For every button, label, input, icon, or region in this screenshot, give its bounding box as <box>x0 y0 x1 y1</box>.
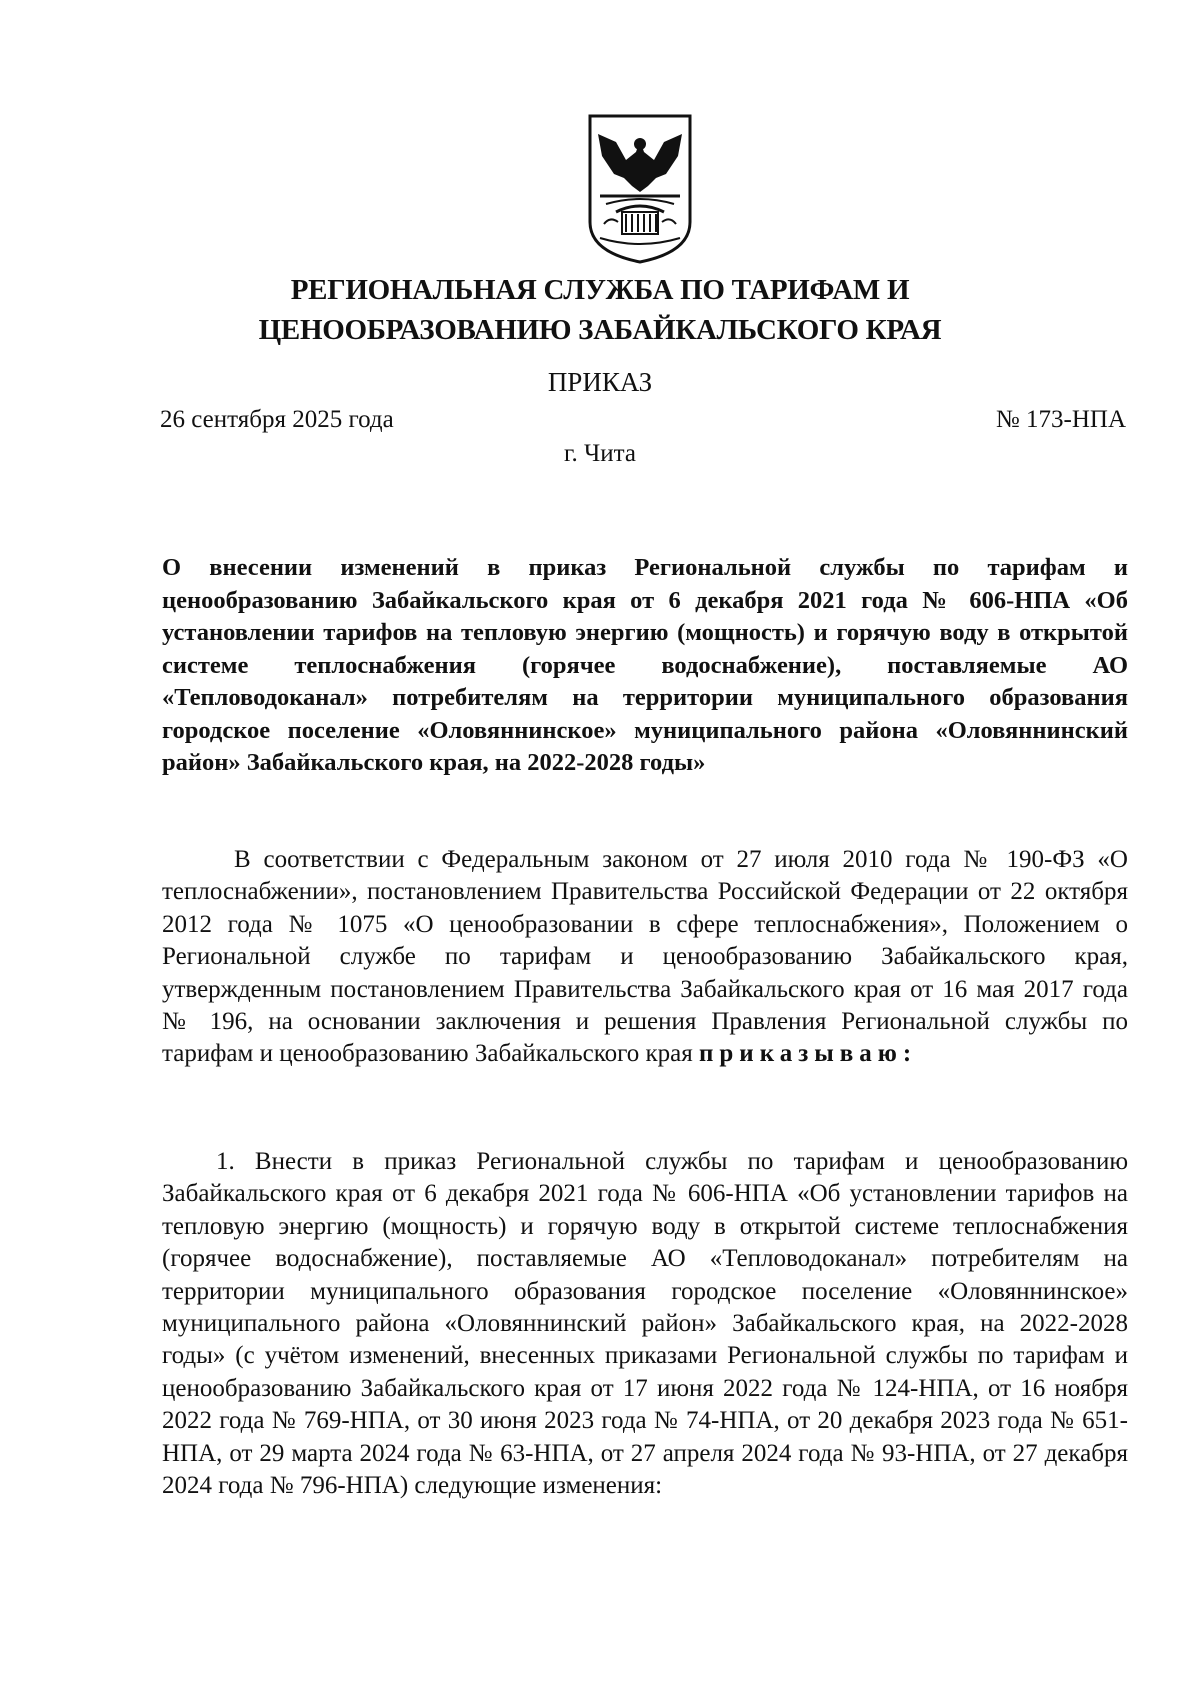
document-type: ПРИКАЗ <box>547 367 653 397</box>
organization-title <box>160 270 1040 350</box>
coat-of-arms-icon <box>586 112 694 264</box>
document-date: 26 сентября 2025 года <box>160 406 394 433</box>
organization-title-line-1: РЕГИОНАЛЬНАЯ СЛУЖБА ПО ТАРИФАМ И <box>290 274 910 306</box>
document-subject: О внесении изменений в приказ Региональной службы по тарифам и ценообразованию Забайкальского края от 6 декабря 2021 года № 606-НПА «Об установлении тарифов на тепловую энергию (мощность) и горячую воду в открытой системе теплоснабжения (горячее водоснабжение), поставляемые АО «Тепловодоканал» потребителям на территории муниципального образования городское поселение «Оловяннинское» муниципального района «Оловяннинский район» Забайкальского края, на 2022-2028 годы» <box>162 554 1128 776</box>
organization-title-line-2: ЦЕНООБРАЗОВАНИЮ ЗАБАЙКАЛЬСКОГО КРАЯ <box>258 314 942 346</box>
preamble-paragraph <box>162 844 1128 1071</box>
document-city: г. Чита <box>564 440 636 467</box>
preamble-text: В соответствии с Федеральным законом от 27 июля 2010 года № 190-ФЗ «О теплоснабжении», постановлением Правительства Российской Федерации от 22 октября 2012 года № 1075 «О ценообразовании в сфере теплоснабжения», Положением о Региональной службе по тарифам и ценообразованию Забайкальского края, утвержденным постановлением Правительства Забайкальского края от 16 мая 2017 года № 196, на основании заключения и решения Правления Региональной службы по тарифам и ценообразованию Забайкальского края <box>162 846 1128 1068</box>
preamble-emphasis: приказываю: <box>698 1040 918 1068</box>
document-number: № 173-НПА <box>995 406 1126 433</box>
item-1-paragraph: 1. Внести в приказ Региональной службы по тарифам и ценообразованию Забайкальского края от 6 декабря 2021 года № 606-НПА «Об установлении тарифов на тепловую энергию (мощность) и горячую воду в открытой системе теплоснабжения (горячее водоснабжение), поставляемые АО «Тепловодоканал» потребителям на территории муниципального образования городское поселение «Оловяннинское» муниципального района «Оловяннинский район» Забайкальского края, на 2022-2028 годы» (с учётом изменений, внесенных приказами Региональной службы по тарифам и ценообразованию Забайкальского края от 17 июня 2022 года № 124-НПА, от 16 ноября 2022 года № 769-НПА, от 30 июня 2023 года № 74-НПА, от 20 декабря 2023 года № 651-НПА, от 29 марта 2024 года № 63-НПА, от 27 апреля 2024 года № 93-НПА, от 27 декабря 2024 года № 796-НПА) следующие изменения: <box>162 1148 1128 1500</box>
